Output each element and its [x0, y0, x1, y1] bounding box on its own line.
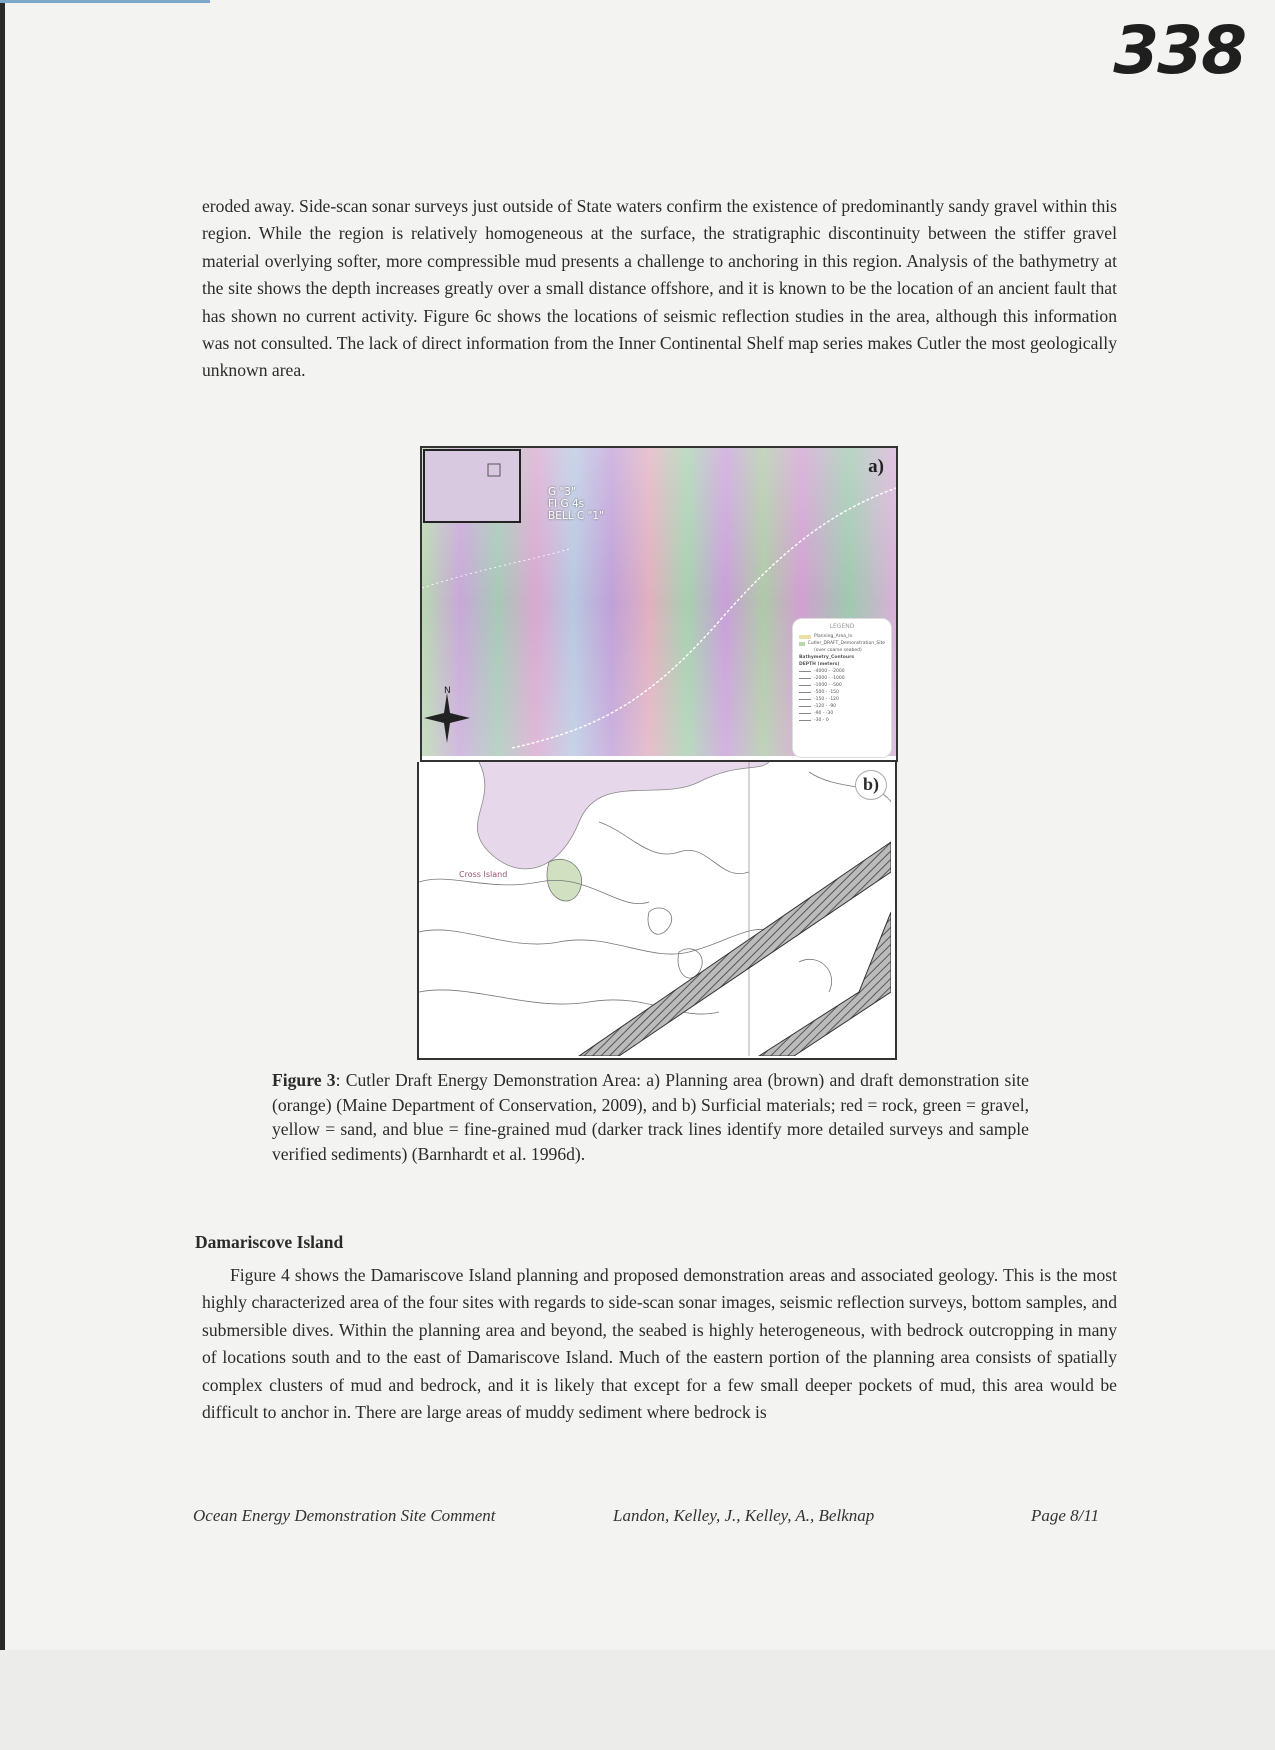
legend-swatch-demo	[799, 642, 805, 646]
navigation-aid-labels	[548, 486, 604, 522]
footer-title: Ocean Energy Demonstration Site Comment	[193, 1506, 496, 1525]
figure-caption	[272, 1068, 1029, 1166]
panel-a-bathymetry-map	[420, 446, 898, 762]
legend-row: -150 - -120	[799, 696, 885, 703]
panel-b-surficial-map	[417, 762, 897, 1060]
legend-row: (over coarse seabed)	[814, 648, 862, 653]
aid-label-bellc1: BELL C "1"	[548, 510, 604, 522]
footer-page: Page 8/11	[1031, 1506, 1100, 1525]
legend-row: -2000 - -1000	[799, 675, 885, 682]
handwritten-page-number: 338	[1113, 12, 1245, 89]
surficial-geology-image	[419, 762, 891, 1056]
north-arrow-label: N	[444, 686, 451, 696]
legend-row: -90 - -30	[799, 710, 885, 717]
legend-swatch-planning	[799, 635, 811, 639]
paragraph-damariscove: Figure 4 shows the Damariscove Island planning and proposed demonstration areas and associated geology. This is the most highly characterized area of the four sites with regards to side-scan sonar images, seismic reflection surveys, bottom samples, and submersible dives. Within the planning area and beyond, the seabed is highly heterogeneous, with bedrock outcropping in many of locations south and to the east of Damariscove Island. Much of the eastern portion of the planning area consists of spatially complex clusters of mud and bedrock, and it is likely that except for a few small deeper pockets of mud, this area would be difficult to anchor in. There are large areas of muddy sediment where bedrock is	[202, 1265, 1117, 1423]
panel-a-label: a)	[868, 456, 884, 477]
aid-label-fig4s: FI G 4s	[548, 498, 585, 510]
map-legend	[792, 618, 892, 758]
caption-text: : Cutler Draft Energy Demonstration Area: a) Planning area (brown) and draft demonstration site (orange) (Maine Department of Conservation, 2009), and b) Surficial materials; red = rock, green = gravel, yellow = sand, and blue = fine-grained mud (darker track lines identify more detailed surveys and sample verified sediments) (Barnhardt et al. 1996d).	[272, 1070, 1029, 1164]
legend-title: LEGEND	[829, 623, 855, 630]
scan-edge-left	[0, 0, 5, 1750]
legend-row: Cutler_DRAFT_Demonstration_Site	[799, 640, 885, 647]
scan-edge-top	[0, 0, 210, 3]
legend-row: Planning_Area_ln	[799, 633, 885, 640]
panel-b-label: b)	[855, 770, 887, 800]
caption-label: Figure 3	[272, 1070, 336, 1090]
legend-row: Bathymetry_Contours	[799, 655, 854, 660]
paragraph-cutler: eroded away. Side-scan sonar surveys just outside of State waters confirm the existence of predominantly sandy gravel within this region. While the region is relatively homogeneous at the surface, the stratigraphic discontinuity between the stiffer gravel material overlying softer, more compressible mud presents a challenge to anchoring in this region. Analysis of the bathymetry at the site shows the depth increases greatly over a small distance offshore, and it is known to be the location of an ancient fault that has shown no current activity. Figure 6c shows the locations of seismic reflection studies in the area, although this information was not consulted. The lack of direct information from the Inner Continental Shelf map series makes Cutler the most geologically unknown area.	[202, 196, 1117, 381]
legend-row: DEPTH (meters)	[799, 662, 840, 667]
footer-authors: Landon, Kelley, J., Kelley, A., Belknap	[613, 1506, 875, 1525]
legend-row: -4000 - -2000	[799, 668, 885, 675]
scan-bottom-band	[0, 1650, 1275, 1750]
figure-3	[420, 446, 898, 1060]
island-label: Cross Island	[459, 870, 508, 879]
legend-row: -120 - -90	[799, 703, 885, 710]
legend-row: -1000 - -500	[799, 682, 885, 689]
section-heading: Damariscove Island	[195, 1232, 344, 1252]
legend-row: -30 - 0	[799, 717, 885, 724]
aid-label-g3: G "3"	[548, 486, 576, 498]
legend-row: -500 - -150	[799, 689, 885, 696]
